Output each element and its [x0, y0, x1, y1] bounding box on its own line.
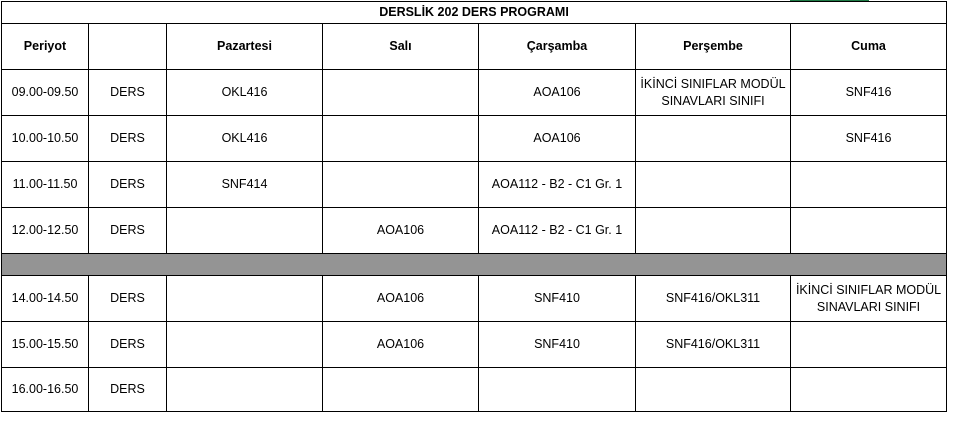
header-day-monday[interactable]: Pazartesi — [167, 24, 323, 70]
class-cell[interactable] — [636, 208, 791, 254]
class-cell[interactable]: OKL416 — [167, 70, 323, 116]
type-cell[interactable]: DERS — [89, 368, 167, 412]
period-cell[interactable]: 14.00-14.50 — [2, 276, 89, 322]
class-cell[interactable] — [479, 368, 636, 412]
table-row — [2, 162, 947, 208]
header-row — [2, 24, 947, 70]
class-cell[interactable] — [323, 70, 479, 116]
table-row — [2, 322, 947, 368]
class-cell[interactable] — [323, 368, 479, 412]
table-row — [2, 276, 947, 322]
title-row — [2, 2, 947, 24]
class-cell[interactable]: SNF416/OKL311 — [636, 276, 791, 322]
header-day-tuesday[interactable]: Salı — [323, 24, 479, 70]
class-cell[interactable] — [791, 208, 947, 254]
class-cell[interactable] — [323, 162, 479, 208]
class-cell[interactable] — [167, 368, 323, 412]
class-cell[interactable]: AOA106 — [479, 116, 636, 162]
class-cell[interactable]: AOA112 - B2 - C1 Gr. 1 — [479, 208, 636, 254]
class-cell[interactable]: AOA112 - B2 - C1 Gr. 1 — [479, 162, 636, 208]
header-day-wednesday[interactable]: Çarşamba — [479, 24, 636, 70]
class-cell[interactable]: İKİNCİ SINIFLAR MODÜL SINAVLARI SINIFI — [791, 276, 947, 322]
header-type[interactable] — [89, 24, 167, 70]
class-cell[interactable] — [791, 162, 947, 208]
schedule-table — [1, 1, 947, 412]
table-row — [2, 368, 947, 412]
class-cell[interactable]: SNF416 — [791, 70, 947, 116]
class-cell[interactable]: SNF414 — [167, 162, 323, 208]
class-cell[interactable]: İKİNCİ SINIFLAR MODÜL SINAVLARI SINIFI — [636, 70, 791, 116]
type-cell[interactable]: DERS — [89, 162, 167, 208]
class-cell[interactable]: SNF416/OKL311 — [636, 322, 791, 368]
class-cell[interactable] — [636, 368, 791, 412]
header-day-friday[interactable]: Cuma — [791, 24, 947, 70]
lunch-break-row — [2, 254, 947, 276]
header-periyot[interactable]: Periyot — [2, 24, 89, 70]
schedule-title[interactable]: DERSLİK 202 DERS PROGRAMI — [2, 2, 947, 24]
class-cell[interactable] — [636, 162, 791, 208]
lunch-break-band[interactable] — [2, 254, 947, 276]
class-cell[interactable]: AOA106 — [323, 276, 479, 322]
table-row — [2, 208, 947, 254]
period-cell[interactable]: 10.00-10.50 — [2, 116, 89, 162]
class-cell[interactable] — [791, 368, 947, 412]
table-row — [2, 116, 947, 162]
period-cell[interactable]: 09.00-09.50 — [2, 70, 89, 116]
class-cell[interactable]: SNF410 — [479, 322, 636, 368]
class-cell[interactable]: OKL416 — [167, 116, 323, 162]
table-row — [2, 70, 947, 116]
type-cell[interactable]: DERS — [89, 322, 167, 368]
class-cell[interactable] — [636, 116, 791, 162]
type-cell[interactable]: DERS — [89, 276, 167, 322]
class-cell[interactable]: SNF410 — [479, 276, 636, 322]
class-cell[interactable]: AOA106 — [323, 208, 479, 254]
type-cell[interactable]: DERS — [89, 208, 167, 254]
class-cell[interactable]: SNF416 — [791, 116, 947, 162]
header-day-thursday[interactable]: Perşembe — [636, 24, 791, 70]
type-cell[interactable]: DERS — [89, 116, 167, 162]
class-cell[interactable] — [167, 208, 323, 254]
period-cell[interactable]: 15.00-15.50 — [2, 322, 89, 368]
period-cell[interactable]: 16.00-16.50 — [2, 368, 89, 412]
class-cell[interactable]: AOA106 — [323, 322, 479, 368]
class-cell[interactable] — [167, 322, 323, 368]
class-cell[interactable] — [791, 322, 947, 368]
class-cell[interactable]: AOA106 — [479, 70, 636, 116]
period-cell[interactable]: 12.00-12.50 — [2, 208, 89, 254]
class-cell[interactable] — [323, 116, 479, 162]
class-cell[interactable] — [167, 276, 323, 322]
type-cell[interactable]: DERS — [89, 70, 167, 116]
period-cell[interactable]: 11.00-11.50 — [2, 162, 89, 208]
